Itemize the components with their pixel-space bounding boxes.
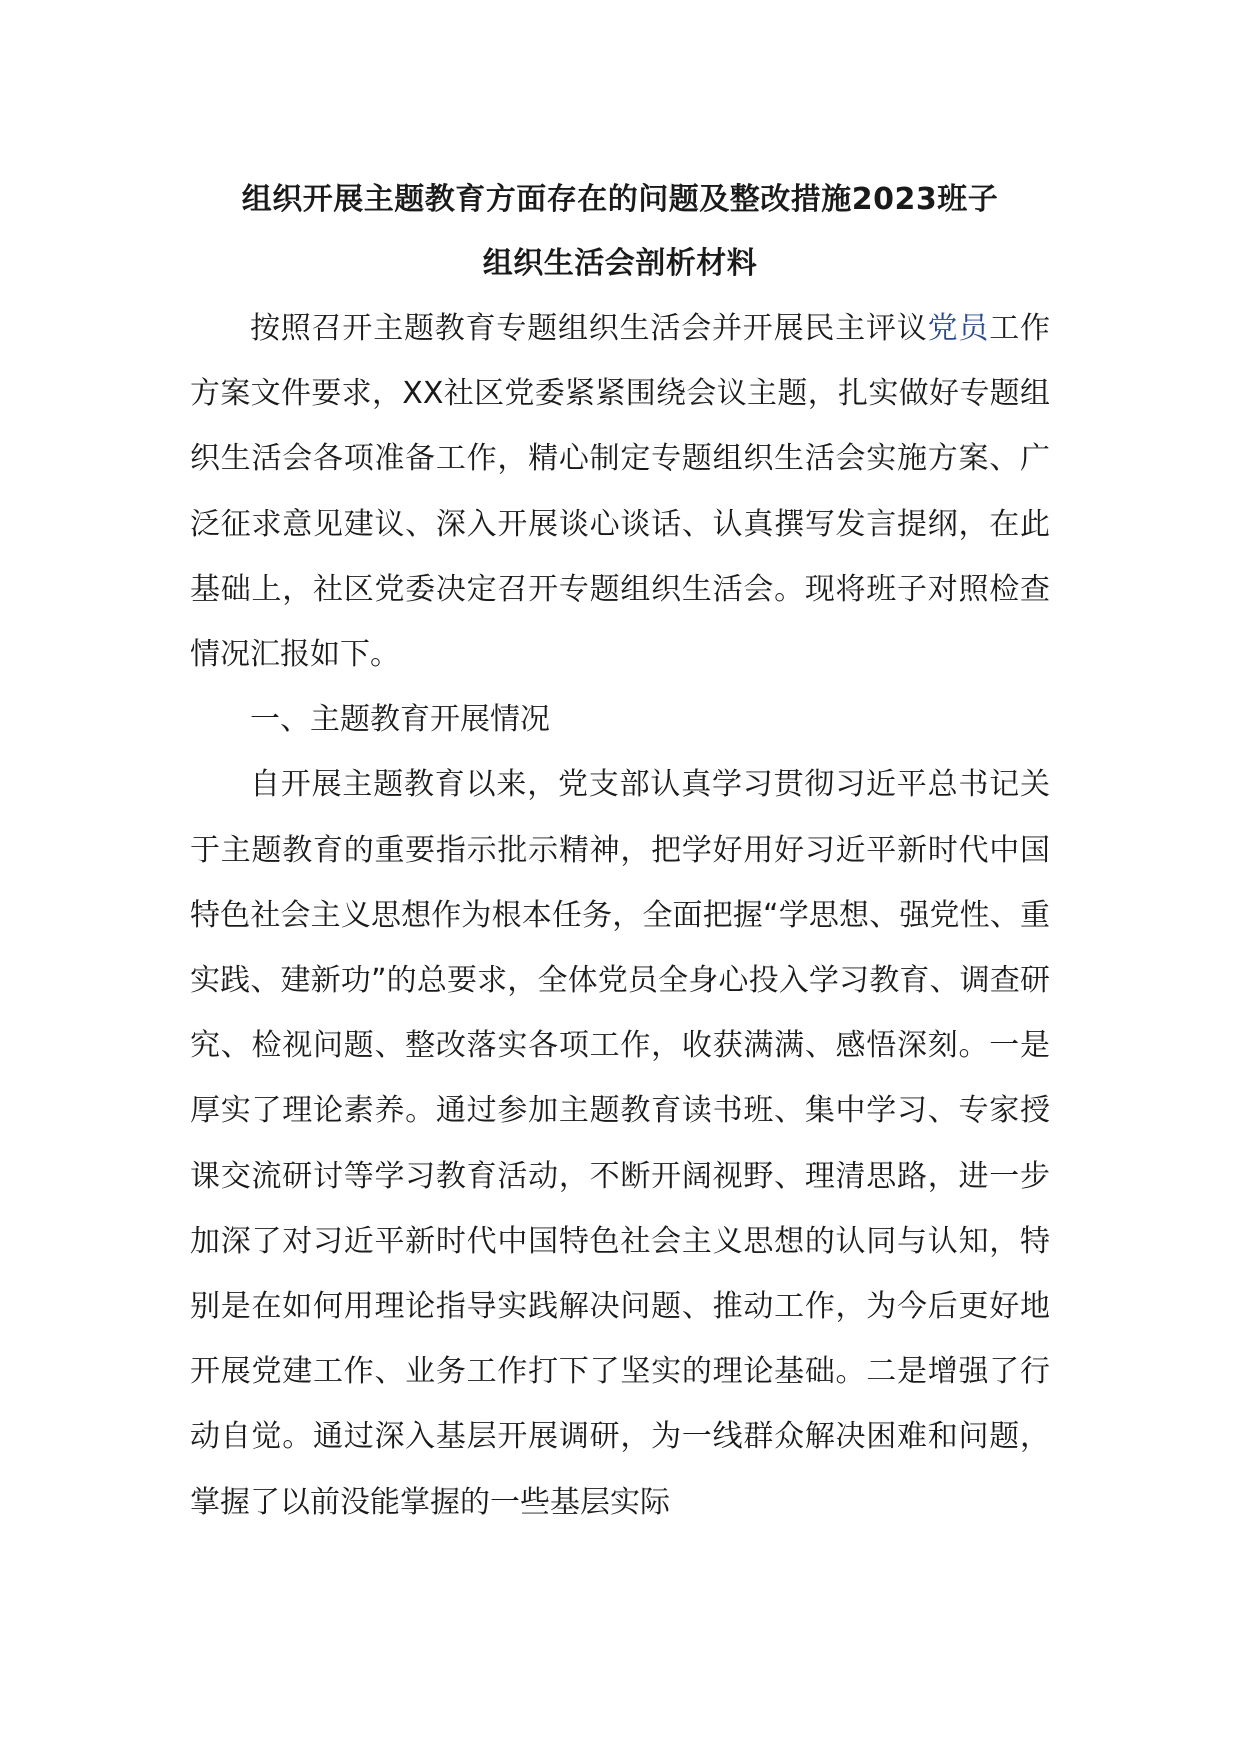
section-1-paragraph: 自开展主题教育以来，党支部认真学习贯彻习近平总书记关于主题教育的重要指示批示精神，把学好用好习近平新时代中国特色社会主义思想作为根本任务，全面把握“学思想、强党性、重实践、建新功”的总要求，全体党员全身心投入学习教育、调查研究、检视问题、整改落实各项工作，收获满满、感悟深刻。一是厚实了理论素养。通过参加主题教育读书班、集中学习、专家授课交流研讨等学习教育活动，不断开阔视野、理清思路，进一步加深了对习近平新时代中国特色社会主义思想的认同与认知，特别是在如何用理论指导实践解决问题、推动工作，为今后更好地开展党建工作、业务工作打下了坚实的理论基础。二是增强了行动自觉。通过深入基层开展调研，为一线群众解决困难和问题，掌握了以前没能掌握的一些基层实际 xyxy=(190,767,1050,1520)
intro-paragraph xyxy=(190,296,1050,687)
document-body xyxy=(190,168,1050,1535)
intro-text-before-link: 按照召开主题教育专题组织生活会并开展民主评议 xyxy=(250,311,928,346)
intro-text-after-link: 工作方案文件要求，XX社区党委紧紧围绕会议主题，扎实做好专题组织生活会各项准备工作，精心制定专题组织生活会实施方案、广泛征求意见建议、深入开展谈心谈话、认真撰写发言提纲，在此基础上，社区党委决定召开专题组织生活会。现将班子对照检查情况汇报如下。 xyxy=(190,311,1051,673)
document-title xyxy=(190,168,1050,296)
party-member-link[interactable]: 党员 xyxy=(927,311,990,346)
title-line-1: 组织开展主题教育方面存在的问题及整改措施2023班子 xyxy=(241,182,999,217)
title-line-2: 组织生活会剖析材料 xyxy=(482,246,758,281)
section-1-heading: 一、主题教育开展情况 xyxy=(250,702,550,738)
